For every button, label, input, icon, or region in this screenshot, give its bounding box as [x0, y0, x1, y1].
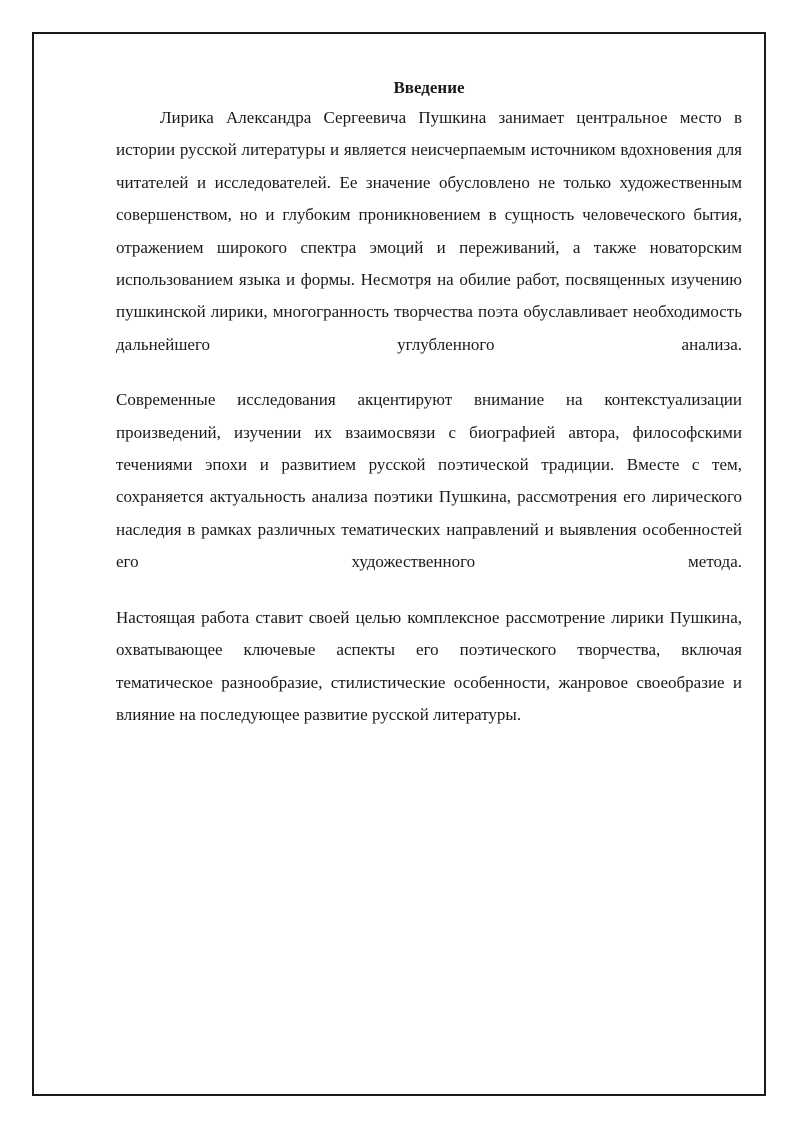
document-title: Введение — [393, 78, 465, 97]
paragraph-1: Лирика Александра Сергеевича Пушкина занимает центральное место в истории русской литературы и является неисчерпаемым источником вдохновения для читателей и исследователей. Ее значение обусловлено не только художественным совершенством, но и глубоким проникновением в сущность человеческого бытия, отражением широкого спектра эмоций и переживаний, а также новаторским использованием языка и формы. Несмотря на обилие работ, посвященных изучению пушкинской лирики, многогранность творчества поэта обуславливает необходимость дальнейшего углубленного анализа. — [116, 108, 742, 354]
paragraph-gap — [116, 579, 742, 602]
paragraph-gap — [116, 361, 742, 384]
paragraph-2: Современные исследования акцентируют внимание на контекстуализации произведений, изучении их взаимосвязи с биографией автора, философскими течениями эпохи и развитием русской поэтической традиции. Вместе с тем, сохраняется актуальность анализа поэтики Пушкина, рассмотрения его лирического наследия в рамках различных тематических направлений и выявления особенностей его художественного метода. — [116, 390, 742, 572]
document-body — [116, 74, 742, 731]
paragraph-3: Настоящая работа ставит своей целью комплексное рассмотрение лирики Пушкина, охватывающее ключевые аспекты его поэтического творчества, включая тематическое разнообразие, стилистические особенности, жанровое своеобразие и влияние на последующее развитие русской литературы. — [116, 607, 742, 724]
